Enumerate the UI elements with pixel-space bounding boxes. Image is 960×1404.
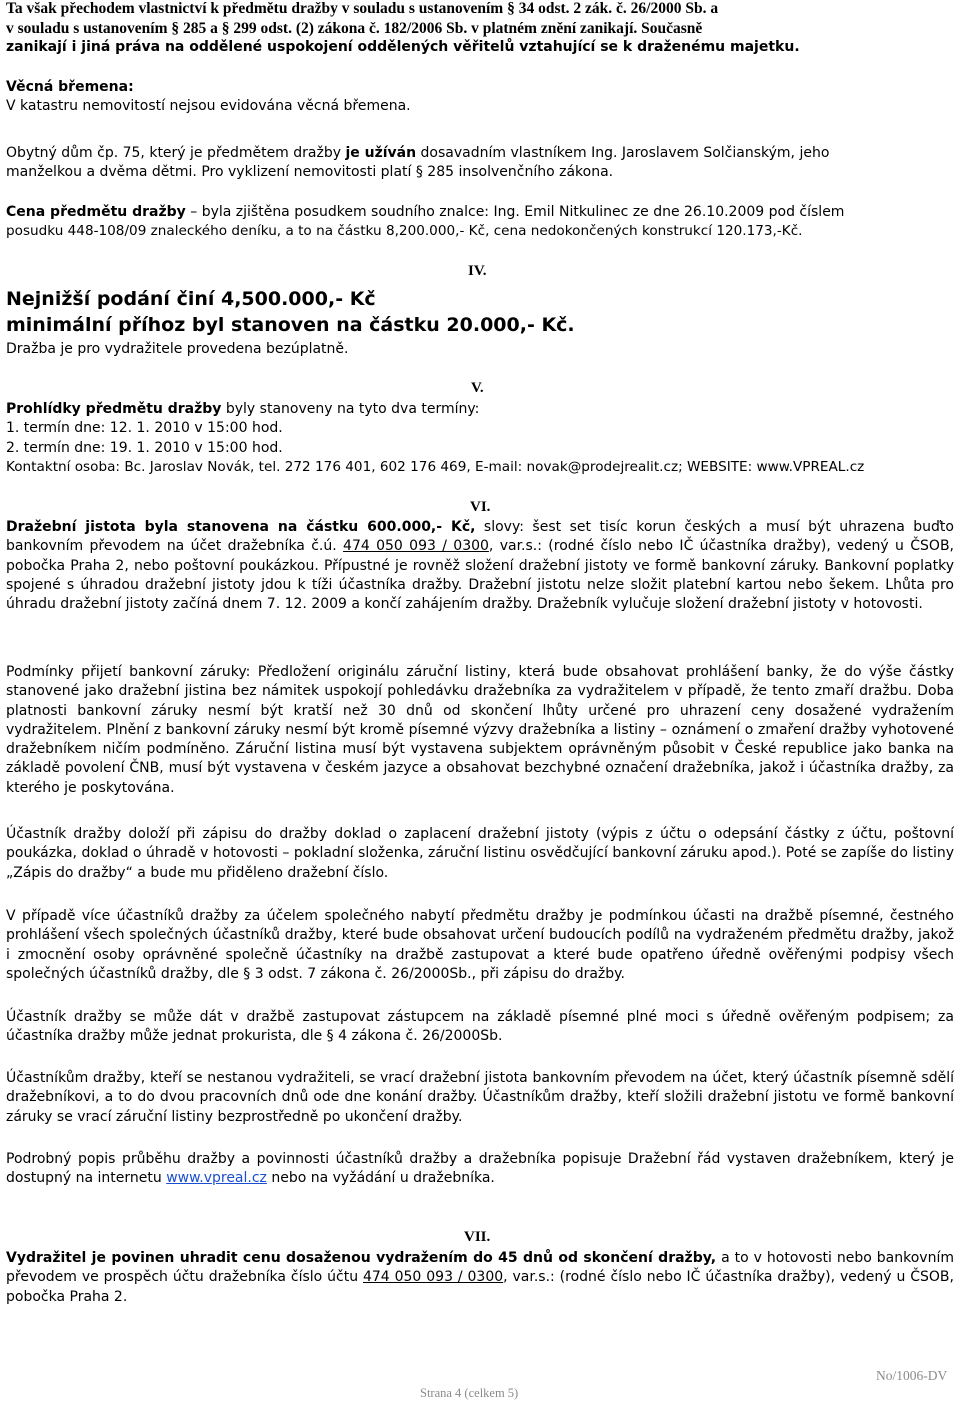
price-label: Cena předmětu dražby (6, 204, 186, 220)
house-line-1 (6, 144, 954, 163)
document-reference: No/1006-DV (876, 1368, 948, 1383)
auction-free-note: Dražba je pro vydražitele provedena bezúplatně. (6, 341, 349, 357)
burdens-text: V katastru nemovitostí nejsou evidována věcná břemena. (6, 98, 411, 115)
house-text-a: Obytný dům čp. 75, který je předmětem dražby (6, 145, 346, 161)
auction-rules-paragraph (6, 1150, 954, 1189)
inspection-section (6, 400, 954, 477)
auction-rules-text-b: nebo na vyžádání u dražebníka. (266, 1170, 495, 1187)
house-use-bold: je užíván (345, 145, 417, 161)
intro-line-1: Ta však přechodem vlastnictví k předmětu dražby v souladu s ustanovením § 34 odst. 2 zák. č. 26/2000 Sb. a (6, 0, 719, 17)
section-number-vi: VI. (470, 499, 491, 515)
payment-text-b: , var.s.: (rodné číslo nebo IČ účastníka dražby), vedený u ČSOB, pobočka Praha 2. (6, 1269, 954, 1305)
min-bid: Nejnižší podání činí 4,500.000,- Kč (6, 288, 376, 310)
bank-guarantee-paragraph: Podmínky přijetí bankovní záruky: Předložení originálu záruční listiny, která bude obsahovat prohlášení banky, že do výše částky stanovené jako dražební jistina bez námitek uspokojí pohledávku dražebníka za vydražitelem v případě, že tento zmaří dražbu. Doba platnosti bankovní záruky nesmí být kratší než 30 dnů od skončení lhůty určené pro uhrazení ceny dosažené vydražením vydražitelem. Plnění z bankovní záruky nesmí být kromě písemné výzvy dražebníka a listiny – oznámení o zmaření dražby vyhotovené dražebníkem ničím podmíněno. Záruční listina musí být vystavena subjektem oprávněným působit v České republice jako banka na základě povolení ČNB, musí být vystavena v českém jazyce a obsahovat bezchybné označení dražebníka, jakož i účastníka dražby, za kterého je poskytována. (6, 664, 954, 796)
inspection-term-1: 1. termín dne: 12. 1. 2010 v 15:00 hod. (6, 420, 283, 437)
house-line-2: manželkou a dvěma dětmi. Pro vyklizení nemovitosti platí § 285 insolvenčního zákona. (6, 164, 614, 181)
house-paragraph (6, 144, 954, 183)
inspection-term-2: 2. termín dne: 19. 1. 2010 v 15:00 hod. (6, 439, 283, 456)
intro-line-3: zanikají i jiná práva na oddělené uspokojení oddělených věřitelů vztahující se k draženému majetku. (6, 39, 800, 55)
representation-paragraph: Účastník dražby se může dát v dražbě zastupovat zástupcem na základě písemné plné moci s úředně ověřeným podpisem; za účastníka dražby může jednat prokurista, dle § 4 zákona č. 26/2000Sb. (6, 1009, 954, 1045)
inspection-label: Prohlídky předmětu dražby (6, 401, 222, 417)
min-increment: minimální příhoz byl stanoven na částku 20.000,- Kč. (6, 314, 575, 336)
section-number-iv: IV. (468, 263, 487, 279)
contact-line: Kontaktní osoba: Bc. Jaroslav Novák, tel. 272 176 401, 602 176 469, E-mail: novak@prodejrealit.cz; WEBSITE: www.VPREAL.cz (6, 458, 865, 475)
price-paragraph (6, 203, 954, 242)
intro-line-2 (6, 19, 954, 39)
deposit-amount: Dražební jistota byla stanovena na částku 600.000,- Kč, (6, 519, 476, 535)
burdens-heading: Věcná břemena: (6, 79, 134, 95)
payment-paragraph (6, 1249, 954, 1307)
intro-paragraph (6, 0, 954, 58)
deposit-text-a: slovy: šest set tisíc korun českých a musí být uhrazena buďto bankovním převodem na účet dražebníka č.ú. (6, 519, 954, 555)
inspection-intro (6, 400, 954, 419)
deposit-return-paragraph: Účastníkům dražby, kteří se nestanou vydražiteli, se vrací dražební jistota bankovním převodem na účet, který účastník písemně sdělí dražebníkovi, a to do dvou pracovních dnů ode dne konání dražby. Účastníkům dražby, kteří složili dražební jistotu ve formě bankovní záruky se vrací záruční listiny bezprostředně po ukončení dražby. (6, 1070, 954, 1125)
house-text-c: dosavadním vlastníkem Ing. Jaroslavem Solčianským, jeho (416, 145, 830, 161)
deposit-text-b: , var.s.: (rodné číslo nebo IČ účastníka dražby), vedený u ČSOB, pobočka Praha 2, nebo poštovní poukázkou. Přípustné je rovněž složení dražební jistoty ve formě bankovní záruky. Bankovní poplatky spojené s úhradou dražební jistoty jdou k tíži účastníka dražby. Dražební jistotu nelze složit platební kartou nebo šekem. Lhůta pro úhradu dražební jistoty začíná dnem 7. 12. 2009 a končí zahájením dražby. Dražebník vylučuje složení dražební jistoty v hotovosti. (6, 538, 954, 613)
price-line-2: posudku 448-108/09 znaleckého deníku, a to na částku 8,200.000,- Kč, cena nedokončených konstrukcí 120.173,-Kč. (6, 223, 803, 240)
price-line-1-text: – byla zjištěna posudkem soudního znalce: Ing. Emil Nitkulinec ze dne 26.10.2009 pod číslem (185, 204, 845, 220)
vpreal-link[interactable]: www.vpreal.cz (166, 1170, 267, 1187)
page-number: Strana 4 (celkem 5) (420, 1386, 519, 1400)
deposit-account: 474 050 093 / 0300 (343, 538, 489, 555)
payment-text-a: a to v hotovosti nebo bankovním převodem ve prospěch účtu dražebníka číslo účtu (6, 1250, 954, 1286)
burdens-section (6, 78, 954, 117)
section-number-v: V. (471, 380, 484, 396)
registration-paragraph: Účastník dražby doloží při zápisu do dražby doklad o zaplacení dražební jistoty (výpis z účtu o odepsání částky z účtu, poštovní poukázka, doklad o úhradě v hotovosti – pokladní složenka, záruční listinu osvědčující bankovní záruku apod.). Poté se zapíše do listiny „Zápis do dražby“ a bude mu přiděleno dražební číslo. (6, 826, 954, 881)
payment-account: 474 050 093 / 0300 (362, 1269, 504, 1286)
intro-line-2-text: v souladu s ustanovením § 285 a § 299 odst. (2) zákona č. 182/2006 Sb. v platném znění zanikají. (6, 19, 638, 37)
auction-rules-text-a: Podrobný popis průběhu dražby a povinnosti účastníků dražby a dražebníka popisuje Dražební řád vystaven dražebníkem, který je dostupný na internetu (6, 1151, 954, 1187)
inspection-text: byly stanoveny na tyto dva termíny: (221, 401, 480, 417)
price-line-1 (6, 203, 954, 222)
intro-line-2-tail: Současně (637, 19, 703, 37)
deposit-paragraph (6, 518, 954, 614)
section-number-vii: VII. (464, 1229, 491, 1245)
payment-deadline: Vydražitel je povinen uhradit cenu dosaženou vydražením do 45 dnů od skončení dražby, (6, 1250, 717, 1266)
joint-participants-paragraph: V případě více účastníků dražby za účelem společného nabytí předmětu dražby je podmínkou účasti na dražbě písemné, čestného prohlášení všech společných účastníků dražby, které bude obsahovat určení budoucích podílů na vydraženém předmětu dražby, jakož i zmocnění osoby oprávněné společně účastníky na dražbě zastupovat a které bude opatřeno úředně ověřenými podpisy všech společných účastníků dražby, dle § 3 odst. 7 zákona č. 26/2000Sb., při zápisu do dražby. (6, 908, 954, 982)
